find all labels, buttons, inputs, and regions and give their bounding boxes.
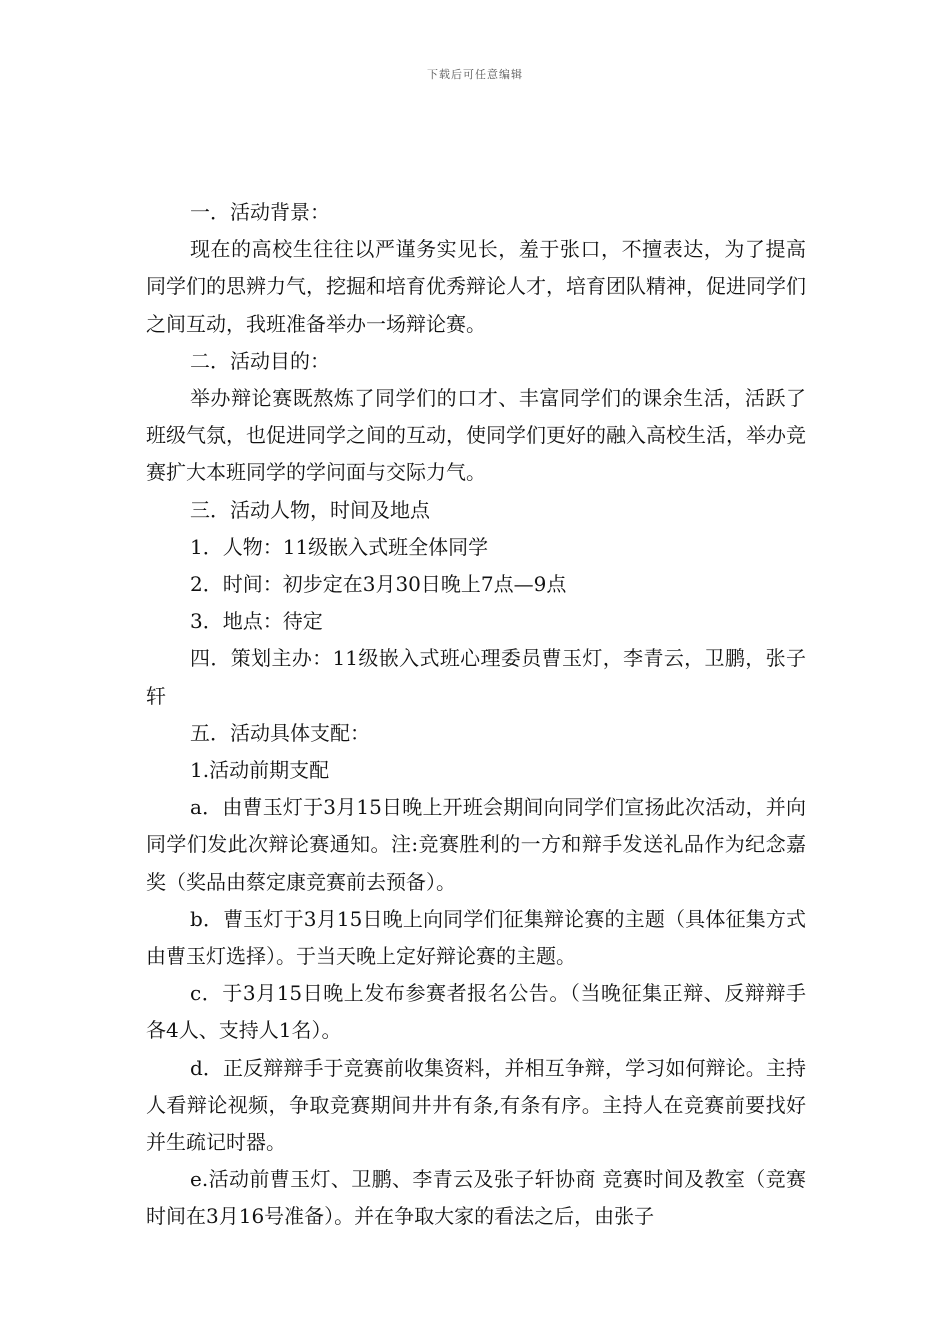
paragraph-item-a: a．由曹玉灯于3月15日晚上开班会期间向同学们宣扬此次活动，并向同学们发此次辩论赛通知。注:竞赛胜利的一方和辩手发送礼品作为纪念嘉奖（奖品由蔡定康竞赛前去预备）。 — [146, 795, 806, 894]
section-heading-arrangement: 五．活动具体支配： — [190, 720, 370, 745]
list-item-people: 1．人物：11级嵌入式班全体同学 — [190, 534, 489, 559]
section-heading-people-time-place: 三．活动人物，时间及地点 — [190, 497, 430, 522]
section-heading-purpose: 二．活动目的： — [190, 348, 330, 373]
paragraph-item-d: d．正反辩辩手于竞赛前收集资料，并相互争辩，学习如何辩论。主持人看辩论视频，争取竞赛期间井井有条,有条有序。主持人在竞赛前要找好并生疏记时器。 — [146, 1055, 806, 1155]
page-header-note: 下载后可任意编辑 — [427, 68, 523, 81]
paragraph-item-e: e.活动前曹玉灯、卫鹏、李青云及张子轩协商 竞赛时间及教室（竞赛时间在3月16号准备）。并在争取大家的看法之后，由张子 — [146, 1167, 806, 1229]
document-body — [146, 194, 806, 1236]
paragraph-purpose: 举办辩论赛既熬炼了同学们的口才、丰富同学们的课余生活，活跃了班级气氛，也促进同学之间的互动，使同学们更好的融入高校生活，举办竞赛扩大本班同学的学问面与交际力气。 — [146, 386, 806, 485]
paragraph-item-b: b．曹玉灯于3月15日晚上向同学们征集辩论赛的主题（具体征集方式由曹玉灯选择）。于当天晚上定好辩论赛的主题。 — [146, 906, 806, 969]
subheading-pre-activity: 1.活动前期支配 — [190, 758, 330, 783]
section-heading-organizers: 四．策划主办：11级嵌入式班心理委员曹玉灯，李青云，卫鹏，张子轩 — [146, 646, 806, 708]
section-heading-background: 一．活动背景： — [190, 200, 330, 224]
list-item-time: 2．时间：初步定在3月30日晚上7点—9点 — [190, 572, 567, 597]
paragraph-item-c: c．于3月15日晚上发布参赛者报名公告。（当晚征集正辩、反辩辩手各4人、支持人1名）。 — [146, 981, 806, 1043]
paragraph-background: 现在的高校生往往以严谨务实见长，羞于张口，不擅表达，为了提高同学们的思辨力气，挖掘和培育优秀辩论人才，培育团队精神，促进同学们之间互动，我班准备举办一场辩论赛。 — [146, 237, 806, 336]
list-item-place: 3．地点：待定 — [190, 609, 323, 634]
